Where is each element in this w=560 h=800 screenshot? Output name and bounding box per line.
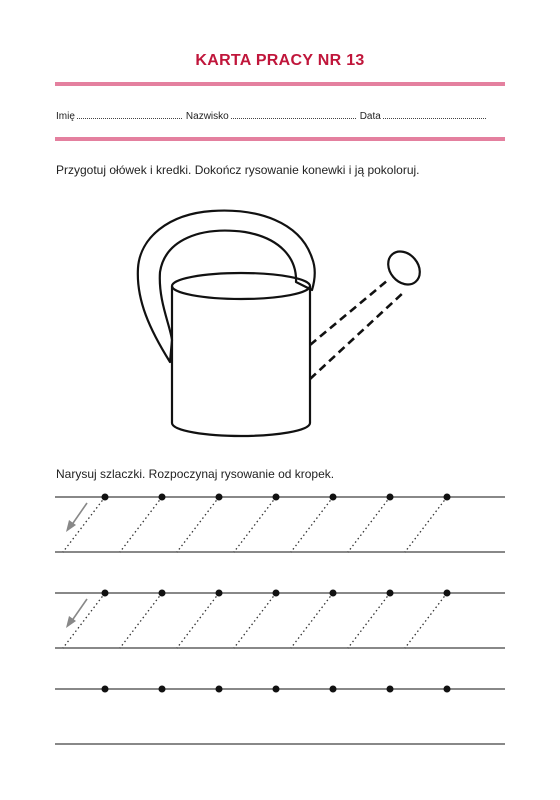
pattern-row-2 bbox=[55, 590, 505, 649]
spout-rose bbox=[382, 245, 427, 291]
pattern-row-3 bbox=[55, 686, 505, 745]
pattern-row-1 bbox=[55, 494, 505, 553]
watering-can-handle bbox=[138, 211, 315, 362]
spout-dashed-bottom bbox=[310, 292, 404, 379]
instruction-watering-can: Przygotuj ołówek i kredki. Dokończ rysowanie konewki i ją pokoloruj. bbox=[56, 163, 420, 177]
arrow-hint-icon bbox=[66, 599, 87, 628]
name-label: Imię bbox=[56, 111, 75, 122]
page-title: KARTA PRACY NR 13 bbox=[195, 52, 365, 69]
instruction-patterns: Narysuj szlaczki. Rozpoczynaj rysowanie od kropek. bbox=[56, 467, 335, 481]
dotted-diagonals[interactable] bbox=[63, 593, 447, 648]
watering-can-body bbox=[172, 286, 310, 436]
dotted-diagonals[interactable] bbox=[63, 497, 447, 552]
watering-can-drawing[interactable] bbox=[138, 211, 426, 436]
arrow-hint-icon bbox=[66, 503, 87, 532]
surname-label: Nazwisko bbox=[185, 111, 229, 122]
date-label: Data bbox=[359, 111, 381, 122]
watering-can-opening bbox=[172, 273, 310, 299]
spout-dashed-top bbox=[310, 280, 388, 345]
